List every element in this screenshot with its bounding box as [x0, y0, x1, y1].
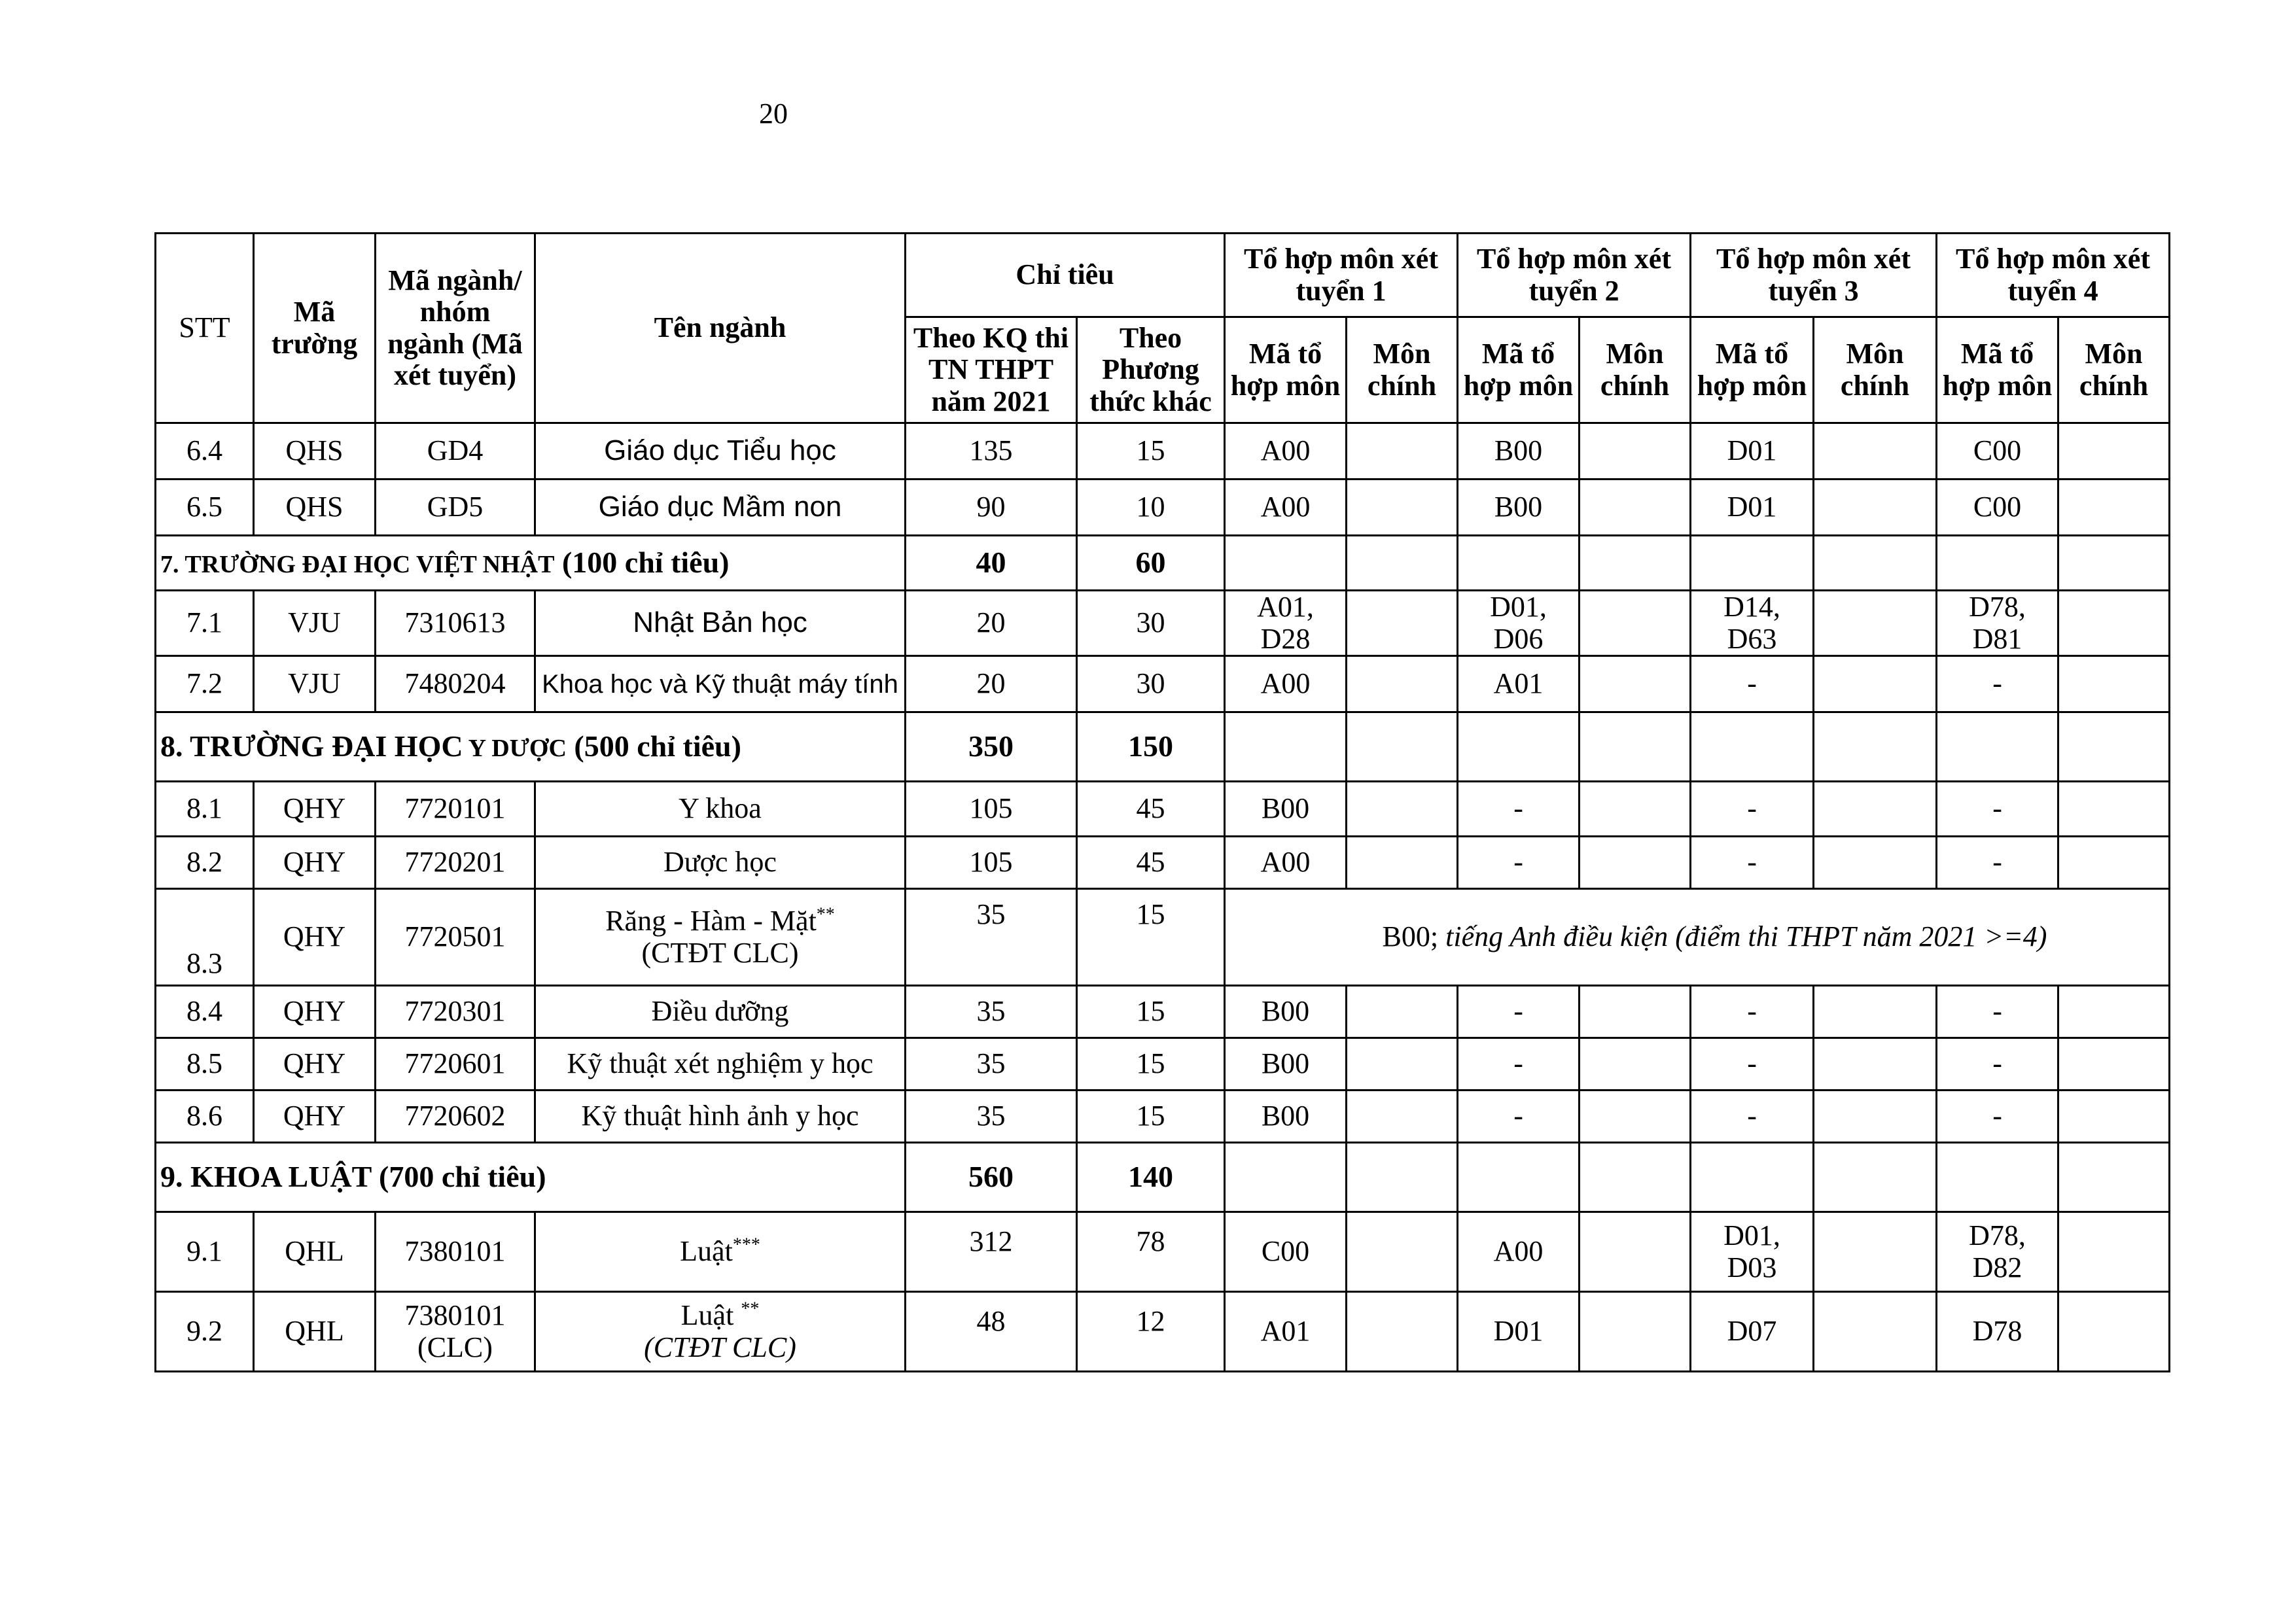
cell-mon2 — [1580, 782, 1691, 837]
cell-stt: 6.4 — [156, 423, 254, 480]
cell-ten-sub: (CTĐT CLC) — [641, 936, 799, 969]
cell-truong: QHY — [254, 986, 376, 1038]
cell-kq: 105 — [906, 782, 1077, 837]
cell-t3: D14, D63 — [1691, 591, 1814, 656]
cell-ma: 7720201 — [376, 837, 535, 889]
cell-t3: - — [1691, 656, 1814, 712]
cell-pt: 15 — [1077, 423, 1225, 480]
section-kq: 350 — [906, 712, 1077, 782]
cell-t3: - — [1691, 1038, 1814, 1091]
cell-stt: 8.6 — [156, 1091, 254, 1143]
cell-kq: 20 — [906, 591, 1077, 656]
cell-note — [1225, 889, 2170, 986]
cell-ma: 7720601 — [376, 1038, 535, 1091]
cell-mon4 — [2058, 1038, 2170, 1091]
cell-ten: Khoa học và Kỹ thuật máy tính — [535, 656, 906, 712]
table-row — [156, 1292, 2170, 1372]
cell-mon1 — [1347, 656, 1458, 712]
table-row — [156, 480, 2170, 536]
empty-cell — [1458, 536, 1580, 591]
cell-stt: 7.2 — [156, 656, 254, 712]
cell-truong: QHY — [254, 889, 376, 986]
cell-ma: GD4 — [376, 423, 535, 480]
cell-mon4 — [2058, 423, 2170, 480]
footnote-marker: ** — [816, 904, 835, 925]
header-ma-truong: Mã trường — [254, 234, 376, 423]
empty-cell — [1691, 536, 1814, 591]
cell-pt: 15 — [1077, 1038, 1225, 1091]
section-title — [156, 712, 906, 782]
cell-t2: - — [1458, 1038, 1580, 1091]
cell-mon4 — [2058, 480, 2170, 536]
section-title-main: 8. TRƯỜNG ĐẠI HỌC — [160, 729, 463, 763]
cell-t2: D01 — [1458, 1292, 1580, 1372]
cell-t2: - — [1458, 1091, 1580, 1143]
section-title: 9. KHOA LUẬT (700 chỉ tiêu) — [156, 1143, 906, 1212]
cell-mon3 — [1814, 1212, 1937, 1292]
cell-truong: QHS — [254, 480, 376, 536]
cell-kq: 35 — [906, 1091, 1077, 1143]
cell-t3: D07 — [1691, 1292, 1814, 1372]
table-row — [156, 1038, 2170, 1091]
cell-mon2 — [1580, 1292, 1691, 1372]
cell-truong: QHS — [254, 423, 376, 480]
cell-mon2 — [1580, 656, 1691, 712]
cell-stt: 6.5 — [156, 480, 254, 536]
cell-mon1 — [1347, 480, 1458, 536]
header-ma-to-hop-2: Mã tổ hợp môn — [1458, 317, 1580, 423]
cell-t2: - — [1458, 782, 1580, 837]
cell-mon3 — [1814, 1091, 1937, 1143]
cell-mon4 — [2058, 1292, 2170, 1372]
cell-ten: Kỹ thuật hình ảnh y học — [535, 1091, 906, 1143]
cell-ma: 7380101 — [376, 1212, 535, 1292]
header-stt: STT — [156, 234, 254, 423]
empty-cell — [1347, 536, 1458, 591]
empty-cell — [1937, 712, 2058, 782]
cell-t2: D01, D06 — [1458, 591, 1580, 656]
cell-t2: A01 — [1458, 656, 1580, 712]
cell-mon2 — [1580, 1091, 1691, 1143]
cell-pt: 12 — [1077, 1292, 1225, 1372]
cell-truong: QHL — [254, 1292, 376, 1372]
cell-t2: - — [1458, 986, 1580, 1038]
cell-ma-sub: (CLC) — [417, 1331, 493, 1363]
empty-cell — [1580, 536, 1691, 591]
cell-mon3 — [1814, 1292, 1937, 1372]
cell-ma: 7720501 — [376, 889, 535, 986]
cell-t1: C00 — [1225, 1212, 1347, 1292]
cell-t1: A01, D28 — [1225, 591, 1347, 656]
section-kq: 560 — [906, 1143, 1077, 1212]
cell-mon3 — [1814, 591, 1937, 656]
empty-cell — [1458, 1143, 1580, 1212]
cell-stt: 8.5 — [156, 1038, 254, 1091]
cell-pt: 78 — [1077, 1212, 1225, 1292]
cell-mon3 — [1814, 986, 1937, 1038]
cell-mon1 — [1347, 837, 1458, 889]
cell-t4: D78 — [1937, 1292, 2058, 1372]
cell-pt: 15 — [1077, 986, 1225, 1038]
cell-mon2 — [1580, 423, 1691, 480]
cell-kq: 135 — [906, 423, 1077, 480]
cell-truong: QHL — [254, 1212, 376, 1292]
header-theo-kq: Theo KQ thi TN THPT năm 2021 — [906, 317, 1077, 423]
empty-cell — [1937, 536, 2058, 591]
empty-cell — [1580, 1143, 1691, 1212]
cell-t1: A01 — [1225, 1292, 1347, 1372]
section-row — [156, 536, 2170, 591]
cell-mon2 — [1580, 986, 1691, 1038]
cell-t3: - — [1691, 837, 1814, 889]
cell-t4: - — [1937, 782, 2058, 837]
header-to-hop-1: Tổ hợp môn xét tuyển 1 — [1225, 234, 1458, 317]
cell-mon2 — [1580, 1038, 1691, 1091]
cell-t3: - — [1691, 1091, 1814, 1143]
cell-kq: 48 — [906, 1292, 1077, 1372]
cell-mon3 — [1814, 656, 1937, 712]
cell-ten: Giáo dục Tiểu học — [535, 423, 906, 480]
cell-t4: - — [1937, 1038, 2058, 1091]
cell-t4: D78, D82 — [1937, 1212, 2058, 1292]
empty-cell — [1347, 712, 1458, 782]
section-pt: 140 — [1077, 1143, 1225, 1212]
cell-mon2 — [1580, 591, 1691, 656]
cell-mon1 — [1347, 986, 1458, 1038]
header-ma-nganh: Mã ngành/ nhóm ngành (Mã xét tuyển) — [376, 234, 535, 423]
cell-ma: 7720101 — [376, 782, 535, 837]
cell-ten-sub: (CTĐT CLC) — [644, 1331, 796, 1363]
empty-cell — [1580, 712, 1691, 782]
cell-kq: 312 — [906, 1212, 1077, 1292]
cell-t1: A00 — [1225, 423, 1347, 480]
cell-mon1 — [1347, 782, 1458, 837]
empty-cell — [1814, 1143, 1937, 1212]
cell-stt: 7.1 — [156, 591, 254, 656]
table-row — [156, 1091, 2170, 1143]
cell-ten: Nhật Bản học — [535, 591, 906, 656]
cell-truong: QHY — [254, 782, 376, 837]
section-row — [156, 712, 2170, 782]
cell-ten — [535, 889, 906, 986]
page-number: 20 — [759, 97, 788, 130]
cell-t4: C00 — [1937, 480, 2058, 536]
header-mon-chinh-3: Môn chính — [1814, 317, 1937, 423]
empty-cell — [2058, 1143, 2170, 1212]
cell-ten-text: Răng - Hàm - Mặt — [605, 905, 817, 937]
cell-t2: - — [1458, 837, 1580, 889]
header-to-hop-2: Tổ hợp môn xét tuyển 2 — [1458, 234, 1691, 317]
cell-stt: 8.4 — [156, 986, 254, 1038]
cell-ma-text: 7380101 — [404, 1299, 506, 1332]
header-to-hop-4: Tổ hợp môn xét tuyển 4 — [1937, 234, 2170, 317]
table-row — [156, 423, 2170, 480]
cell-mon4 — [2058, 986, 2170, 1038]
cell-t2: A00 — [1458, 1212, 1580, 1292]
empty-cell — [1458, 712, 1580, 782]
cell-ten: Kỹ thuật xét nghiệm y học — [535, 1038, 906, 1091]
table-row — [156, 656, 2170, 712]
cell-stt: 8.2 — [156, 837, 254, 889]
empty-cell — [1347, 1143, 1458, 1212]
table-header — [156, 234, 2170, 423]
cell-mon4 — [2058, 1091, 2170, 1143]
table-row — [156, 837, 2170, 889]
cell-kq: 35 — [906, 986, 1077, 1038]
cell-ten — [535, 1212, 906, 1292]
cell-ten-text: Luật — [680, 1299, 741, 1332]
cell-t2: B00 — [1458, 480, 1580, 536]
cell-mon3 — [1814, 782, 1937, 837]
cell-truong: QHY — [254, 1038, 376, 1091]
table-row — [156, 591, 2170, 656]
admissions-table — [154, 232, 2170, 1372]
cell-t3: D01 — [1691, 423, 1814, 480]
cell-t1: A00 — [1225, 837, 1347, 889]
cell-t4: - — [1937, 986, 2058, 1038]
header-mon-chinh-1: Môn chính — [1347, 317, 1458, 423]
cell-t4: - — [1937, 837, 2058, 889]
cell-ma: 7480204 — [376, 656, 535, 712]
cell-truong: QHY — [254, 1091, 376, 1143]
cell-t1: B00 — [1225, 1038, 1347, 1091]
section-row — [156, 1143, 2170, 1212]
header-ma-to-hop-4: Mã tổ hợp môn — [1937, 317, 2058, 423]
cell-t1: B00 — [1225, 1091, 1347, 1143]
header-ma-to-hop-1: Mã tổ hợp môn — [1225, 317, 1347, 423]
section-pt: 150 — [1077, 712, 1225, 782]
cell-pt: 45 — [1077, 782, 1225, 837]
cell-mon2 — [1580, 1212, 1691, 1292]
cell-stt: 8.1 — [156, 782, 254, 837]
cell-mon1 — [1347, 591, 1458, 656]
cell-ma: 7720301 — [376, 986, 535, 1038]
empty-cell — [1225, 1143, 1347, 1212]
footnote-marker: ** — [741, 1299, 760, 1319]
cell-pt: 45 — [1077, 837, 1225, 889]
cell-ma: GD5 — [376, 480, 535, 536]
cell-mon3 — [1814, 480, 1937, 536]
cell-mon1 — [1347, 423, 1458, 480]
cell-t4: D78, D81 — [1937, 591, 2058, 656]
cell-mon4 — [2058, 782, 2170, 837]
cell-kq: 35 — [906, 1038, 1077, 1091]
header-mon-chinh-2: Môn chính — [1580, 317, 1691, 423]
section-kq: 40 — [906, 536, 1077, 591]
cell-t3: D01, D03 — [1691, 1212, 1814, 1292]
cell-kq: 105 — [906, 837, 1077, 889]
cell-truong: VJU — [254, 656, 376, 712]
cell-pt: 15 — [1077, 889, 1225, 986]
cell-stt: 9.1 — [156, 1212, 254, 1292]
header-to-hop-3: Tổ hợp môn xét tuyển 3 — [1691, 234, 1937, 317]
section-title-school: Y DƯỢC — [463, 735, 567, 763]
table-row — [156, 782, 2170, 837]
table-row — [156, 986, 2170, 1038]
empty-cell — [1814, 536, 1937, 591]
cell-mon3 — [1814, 423, 1937, 480]
section-title-quota: (500 chỉ tiêu) — [566, 729, 741, 763]
cell-t4: - — [1937, 656, 2058, 712]
cell-t4: - — [1937, 1091, 2058, 1143]
cell-mon1 — [1347, 1038, 1458, 1091]
cell-t1: A00 — [1225, 656, 1347, 712]
cell-truong: VJU — [254, 591, 376, 656]
empty-cell — [1691, 712, 1814, 782]
cell-ten: Giáo dục Mầm non — [535, 480, 906, 536]
empty-cell — [1937, 1143, 2058, 1212]
empty-cell — [1814, 712, 1937, 782]
section-pt: 60 — [1077, 536, 1225, 591]
cell-stt: 8.3 — [156, 889, 254, 986]
cell-stt: 9.2 — [156, 1292, 254, 1372]
table-row — [156, 889, 2170, 986]
section-title — [156, 536, 906, 591]
cell-mon1 — [1347, 1091, 1458, 1143]
cell-ten-text: Luật — [680, 1235, 733, 1268]
cell-ten: Y khoa — [535, 782, 906, 837]
cell-mon4 — [2058, 656, 2170, 712]
cell-kq: 20 — [906, 656, 1077, 712]
cell-pt: 30 — [1077, 591, 1225, 656]
cell-ma: 7310613 — [376, 591, 535, 656]
cell-kq: 35 — [906, 889, 1077, 986]
cell-t4: C00 — [1937, 423, 2058, 480]
cell-t1: A00 — [1225, 480, 1347, 536]
header-chi-tieu: Chỉ tiêu — [906, 234, 1225, 317]
cell-ten: Điều dưỡng — [535, 986, 906, 1038]
cell-mon1 — [1347, 1212, 1458, 1292]
cell-t3: - — [1691, 782, 1814, 837]
empty-cell — [2058, 536, 2170, 591]
cell-mon4 — [2058, 591, 2170, 656]
cell-kq: 90 — [906, 480, 1077, 536]
cell-mon3 — [1814, 837, 1937, 889]
empty-cell — [2058, 712, 2170, 782]
cell-mon4 — [2058, 1212, 2170, 1292]
header-theo-pt: Theo Phương thức khác — [1077, 317, 1225, 423]
cell-pt: 10 — [1077, 480, 1225, 536]
section-title-main: 7. TRƯỜNG ĐẠI HỌC VIỆT NHẬT — [160, 551, 555, 579]
cell-pt: 15 — [1077, 1091, 1225, 1143]
empty-cell — [1691, 1143, 1814, 1212]
cell-truong: QHY — [254, 837, 376, 889]
cell-mon3 — [1814, 1038, 1937, 1091]
cell-ten — [535, 1292, 906, 1372]
cell-note-condition: tiếng Anh điều kiện (điểm thi THPT năm 2021 >=4) — [1445, 920, 2047, 953]
cell-t2: B00 — [1458, 423, 1580, 480]
cell-ma: 7720602 — [376, 1091, 535, 1143]
header-mon-chinh-4: Môn chính — [2058, 317, 2170, 423]
empty-cell — [1225, 712, 1347, 782]
cell-mon1 — [1347, 1292, 1458, 1372]
cell-pt: 30 — [1077, 656, 1225, 712]
cell-mon2 — [1580, 837, 1691, 889]
table-row — [156, 1212, 2170, 1292]
header-ma-to-hop-3: Mã tổ hợp môn — [1691, 317, 1814, 423]
cell-t1: B00 — [1225, 986, 1347, 1038]
cell-t3: - — [1691, 986, 1814, 1038]
empty-cell — [1225, 536, 1347, 591]
cell-note-code: B00; — [1382, 920, 1446, 953]
footnote-marker: *** — [732, 1234, 760, 1255]
cell-mon4 — [2058, 837, 2170, 889]
cell-t3: D01 — [1691, 480, 1814, 536]
header-ten-nganh: Tên ngành — [535, 234, 906, 423]
cell-ma — [376, 1292, 535, 1372]
cell-t1: B00 — [1225, 782, 1347, 837]
section-title-quota: (100 chỉ tiêu) — [554, 546, 730, 580]
cell-mon2 — [1580, 480, 1691, 536]
cell-ten: Dược học — [535, 837, 906, 889]
